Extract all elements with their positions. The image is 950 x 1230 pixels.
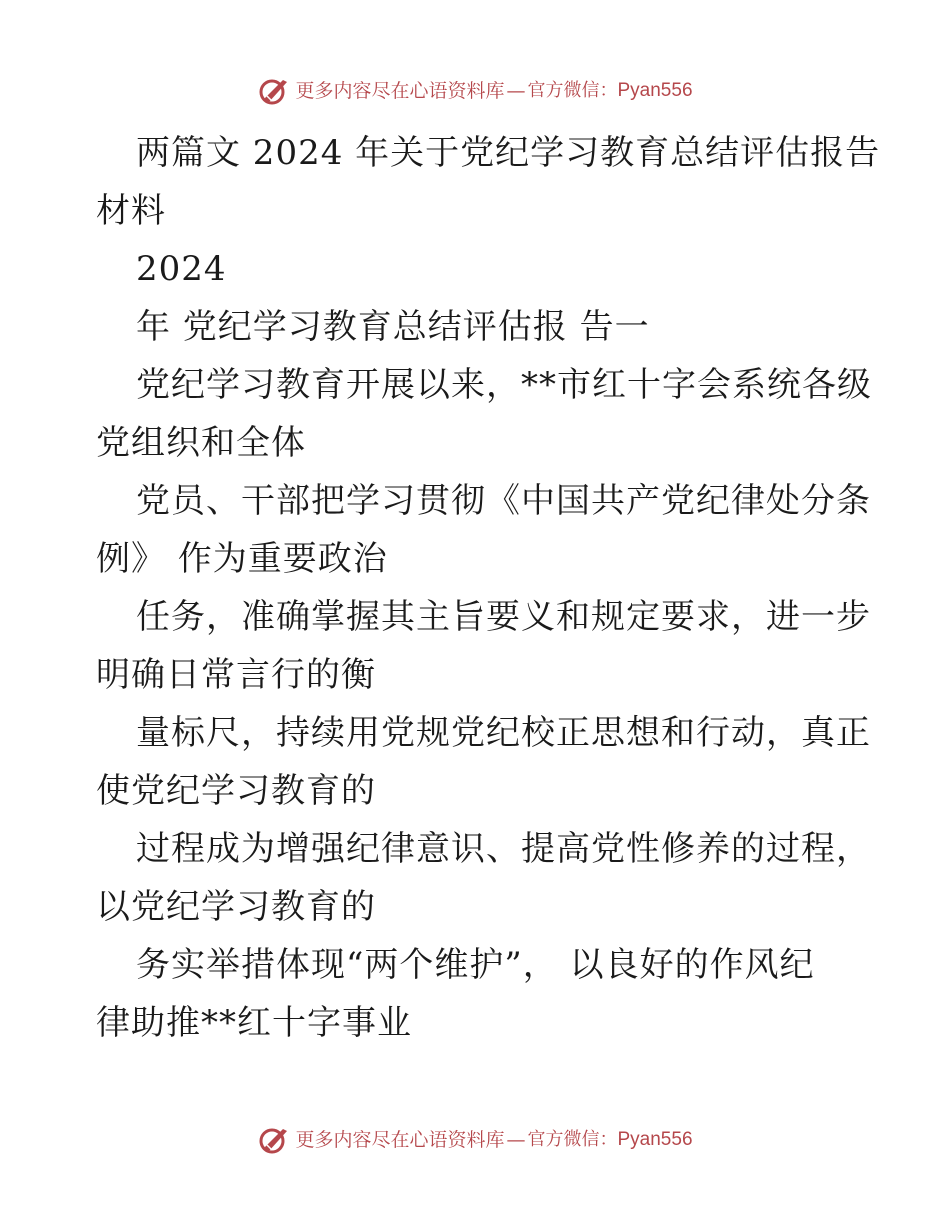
document-title-line-cont: 材料 — [96, 191, 166, 231]
paragraph-line: 以党纪学习教育的 — [96, 887, 376, 927]
watermark-account: Pyan556 — [617, 80, 693, 101]
paragraph-line: 量标尺，持续用党规党纪校正思想和行动，真正 — [136, 713, 871, 753]
paragraph-line: 过程成为增强纪律意识、提高党性修养的过程， — [136, 829, 871, 869]
watermark-official-text: 官方微信： — [527, 1129, 618, 1150]
document-title-line: 两篇文 2024 年关于党纪学习教育总结评估报告 — [136, 133, 881, 173]
paragraph-line: 明确日常言行的衡 — [96, 655, 376, 695]
watermark-dash: — — [506, 80, 526, 102]
paragraph-line: 例》 作为重要政治 — [96, 539, 388, 579]
quill-seal-icon — [257, 76, 291, 106]
report-heading-line: 年 党纪学习教育总结评估报 告一 — [136, 307, 650, 347]
watermark-site-text: 更多内容尽在心语资料库 — [295, 80, 505, 102]
paragraph-line: 党组织和全体 — [96, 423, 306, 463]
paragraph-line: 任务，准确掌握其主旨要义和规定要求，进一步 — [136, 597, 871, 637]
report-year-line: 2024 — [136, 249, 227, 289]
watermark-dash: — — [506, 1129, 526, 1151]
footer-watermark — [0, 1125, 950, 1155]
paragraph-line: 党员、干部把学习贯彻《中国共产党纪律处分条 — [136, 481, 871, 521]
header-watermark — [0, 76, 950, 106]
paragraph-line: 务实举措体现“两个维护”， 以良好的作风纪 — [136, 945, 815, 985]
paragraph-line: 党纪学习教育开展以来，**市红十字会系统各级 — [136, 365, 872, 405]
watermark-official-text: 官方微信： — [527, 80, 618, 101]
paragraph-line: 使党纪学习教育的 — [96, 771, 376, 811]
watermark-account: Pyan556 — [617, 1129, 693, 1150]
watermark-site-text: 更多内容尽在心语资料库 — [295, 1129, 505, 1151]
paragraph-line: 律助推**红十字事业 — [96, 1003, 412, 1043]
quill-seal-icon — [257, 1125, 291, 1155]
document-body — [96, 124, 881, 1052]
